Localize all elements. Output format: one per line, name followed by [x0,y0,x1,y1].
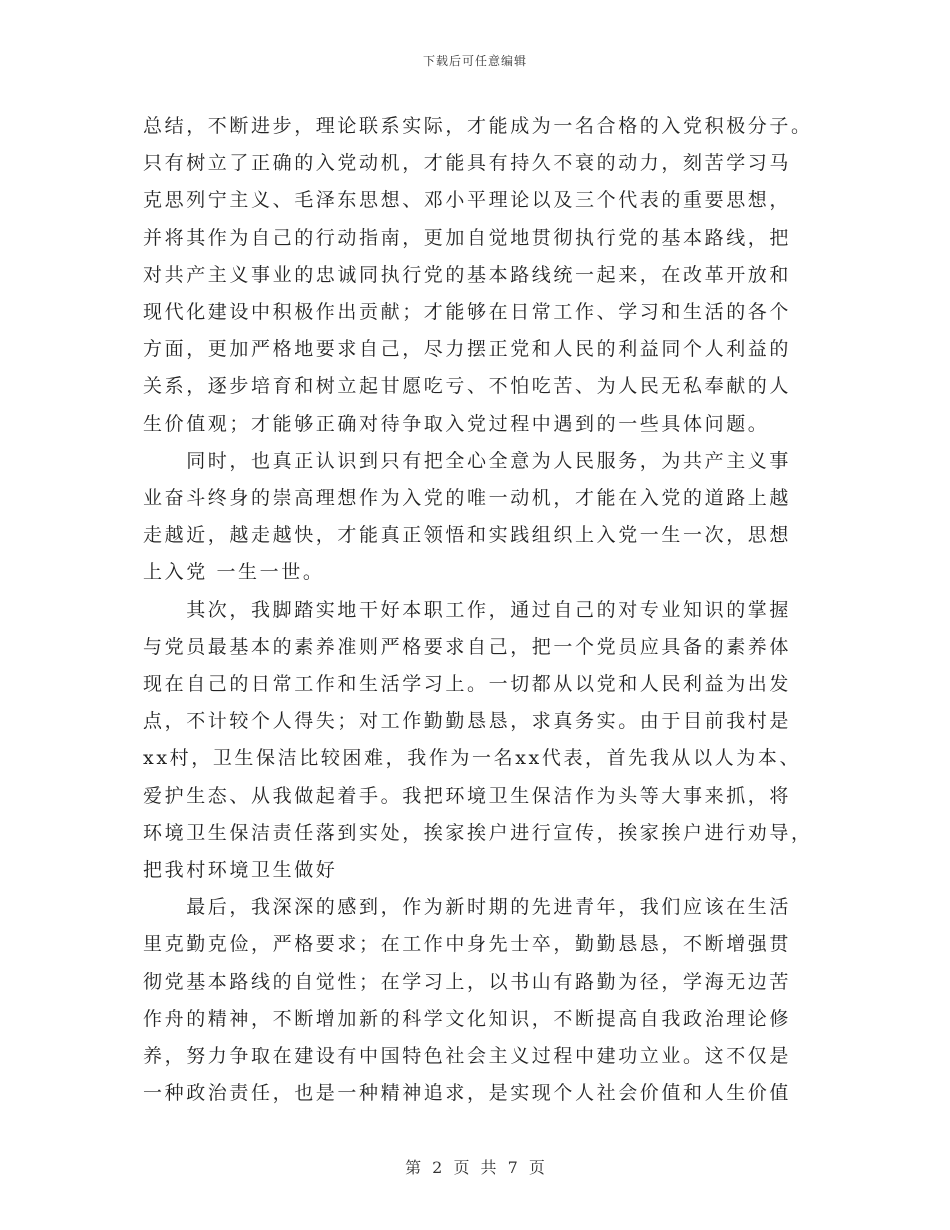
text-line: 里克勤克俭，严格要求；在工作中身先士卒，勤勤恳恳，不断增强贯 [143,933,792,956]
text-line: 把我村环境卫生做好 [143,859,338,882]
text-line: 一种政治责任，也是一种精神追求，是实现个人社会价值和人生价值 [143,1082,792,1105]
text-line: 只有树立了正确的入党动机，才能具有持久不衰的动力，刻苦学习马 [143,152,792,175]
page-number: 第 2 页 共 7 页 [405,1158,545,1177]
text-line: 方面，更加严格地要求自己，尽力摆正党和人民的利益同个人利益的 [143,338,792,361]
body-text [143,108,811,1112]
text-line: 对共产主义事业的忠诚同执行党的基本路线统一起来，在改革开放和 [143,263,792,286]
header-note: 下载后可任意编辑 [422,54,527,68]
text-line: 并将其作为自己的行动指南，更加自觉地贯彻执行党的基本路线，把 [143,226,792,249]
text-line: 现代化建设中积极作出贡献；才能够在日常工作、学习和生活的各个 [143,301,792,324]
text-line: 同时，也真正认识到只有把全心全意为人民服务，为共产主义事 [143,449,792,472]
text-line: 点，不计较个人得失；对工作勤勤恳恳，求真务实。由于目前我村是 [143,710,792,733]
text-line: 现在自己的日常工作和生活学习上。一切都从以党和人民利益为出发 [143,673,792,696]
text-line: 其次，我脚踏实地干好本职工作，通过自己的对专业知识的掌握 [143,598,792,621]
text-line: xx村，卫生保洁比较困难，我作为一名xx代表，首先我从以人为本、 [143,747,802,770]
text-line: 养，努力争取在建设有中国特色社会主义过程中建功立业。这不仅是 [143,1045,792,1068]
text-line: 关系，逐步培育和树立起甘愿吃亏、不怕吃苦、为人民无私奉献的人 [143,375,792,398]
text-line: 环境卫生保洁责任落到实处，挨家挨户进行宣传，挨家挨户进行劝导， [143,821,813,844]
text-line: 上入党 一生一世。 [143,561,325,584]
text-line: 业奋斗终身的崇高理想作为入党的唯一动机，才能在入党的道路上越 [143,487,792,510]
text-line: 与党员最基本的素养准则严格要求自己，把一个党员应具备的素养体 [143,635,792,658]
text-line: 总结，不断进步，理论联系实际，才能成为一名合格的入党积极分子。 [143,115,813,137]
text-line: 作舟的精神，不断增加新的科学文化知识，不断提高自我政治理论修 [143,1007,792,1030]
text-line: 克思列宁主义、毛泽东思想、邓小平理论以及三个代表的重要思想， [143,189,792,212]
text-line: 走越近，越走越快，才能真正领悟和实践组织上入党一生一次，思想 [143,524,792,547]
text-line: 最后，我深深的感到，作为新时期的先进青年，我们应该在生活 [143,896,792,919]
text-line: 彻党基本路线的自觉性；在学习上，以书山有路勤为径，学海无边苦 [143,970,792,993]
text-line: 生价值观；才能够正确对待争取入党过程中遇到的一些具体问题。 [143,412,770,435]
text-line: 爱护生态、从我做起着手。我把环境卫生保洁作为头等大事来抓，将 [143,784,792,807]
